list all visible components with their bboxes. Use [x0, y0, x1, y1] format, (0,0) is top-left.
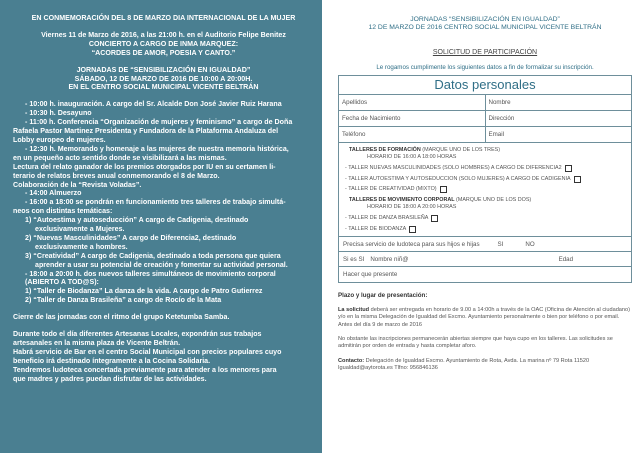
- footer-line: Durante todo el día diferentes Artesanas Locales, expondrán sus trabajos: [13, 330, 262, 339]
- workshop-line: aprender a usar su potencial de creación y fomentar su actividad personal.: [35, 260, 288, 269]
- schedule-line: - 11:00 h. Conferencia “Organización de mujeres y feminismo” a cargo de Doña: [25, 118, 293, 127]
- section-note: (MARQUE UNO DE LOS DOS): [456, 196, 532, 203]
- schedule-line: - 10:00 h. inauguración. A cargo del Sr. Alcalde Don José Javier Ruiz Harana: [25, 100, 282, 109]
- schedule-line: terario de relatos breves anual conmemorando el 8 de Marzo.: [13, 171, 220, 180]
- inscription-title: SOLICITUD DE PARTICIPACIÓN: [432, 48, 538, 56]
- option-label: - TALLER DE DANZA BRASILEÑA: [345, 214, 429, 221]
- schedule-line: Colaboración de la “Revista Voladas”.: [13, 180, 142, 189]
- form-title: Datos personales: [339, 76, 631, 95]
- workshop-option: [343, 176, 627, 184]
- movement-line: (ABIERTO A TOD@S):: [25, 278, 99, 287]
- schedule-line: - 12:30 h. Memorando y homenaje a las mujeres de nuestra memoria histórica,: [25, 144, 289, 153]
- workshop-line: 1) “Autoestima y autoseducción” A cargo de Cadigenia, destinado: [25, 216, 249, 225]
- concert-line: Viernes 11 de Marzo de 2016, a las 21:00 h. en el Auditorio Felipe Benitez: [41, 30, 286, 39]
- schedule-line: neos con distintas temáticas:: [13, 207, 113, 216]
- header-title: JORNADAS “SENSIBILIZACIÓN EN IGUALDAD”: [410, 16, 560, 23]
- workshop-option: [343, 165, 627, 173]
- section-time: HORARIO DE 16:00 A 18:00 HORAS: [367, 154, 457, 161]
- option-label: - TALLER AUTOESTIMA Y AUTOSEDUCCION (SOLO MUJERES) A CARGO DE CADIGENIA: [345, 175, 571, 182]
- child-age-field[interactable]: Edad: [558, 256, 574, 264]
- workshop-line: exclusivamente a hombres.: [35, 242, 128, 251]
- event-line: EN EL CENTRO SOCIAL MUNICIPAL VICENTE BELTRÁN: [68, 83, 259, 92]
- header-subtitle: 12 DE MARZO DE 2016 CENTRO SOCIAL MUNICIPAL VICENTE BELTRÁN: [368, 24, 602, 32]
- checkbox[interactable]: [409, 226, 416, 233]
- contact-bold: Contacto:: [338, 357, 365, 364]
- contact-paragraph: [338, 358, 632, 373]
- concert-line: “ACORDES DE AMOR, POESIA Y CANTO.”: [91, 48, 236, 57]
- schedule-line: - 16:00 a 18:00 se pondrán en funcionamiento tres talleres de trabajo simultá-: [25, 198, 286, 207]
- plazo-paragraph: [338, 307, 632, 329]
- form-row: [339, 127, 631, 143]
- closing-line: Cierre de las jornadas con el ritmo del grupo Ketetumba Samba.: [13, 313, 230, 322]
- apellidos-field[interactable]: Apellidos: [342, 98, 368, 106]
- ludoteca-si[interactable]: SI: [497, 241, 504, 249]
- event-line: JORNADAS DE “SENSIBILIZACIÓN EN IGUALDAD”: [76, 65, 251, 74]
- section-title: TALLERES DE FORMACIÓN: [349, 146, 421, 153]
- movement-line: 2) “Taller de Danza Brasileña” a cargo de Rocío de la Mata: [25, 296, 222, 305]
- schedule-line: Rafaela Pastor Martinez Presidenta y Fundadora de la Plataforma Andaluza del: [13, 127, 279, 136]
- schedule-line: - 10:30 h. Desayuno: [25, 109, 92, 118]
- registration-panel: [322, 0, 640, 453]
- movement-line: 1) “Taller de Biodanza” La danza de la vida. A cargo de Patro Gutierrez: [25, 287, 263, 296]
- ludoteca-no[interactable]: NO: [525, 241, 535, 249]
- nombre-field[interactable]: Nombre: [485, 95, 632, 110]
- checkbox[interactable]: [431, 215, 438, 222]
- footer-line: que madres y padres puedan disfrutar de las actividades.: [13, 374, 207, 383]
- telefono-field[interactable]: Teléfono: [342, 130, 366, 138]
- direccion-field[interactable]: Dirección: [485, 111, 632, 126]
- concert-line: CONCIERTO A CARGO DE INMA MARQUEZ:: [88, 39, 239, 48]
- plazo-bold: La solicitud: [338, 307, 370, 314]
- workshop-line: 3) “Creatividad” A cargo de Cadigenia, destinado a toda persona que quiera: [25, 251, 281, 260]
- presente-row: [339, 267, 631, 282]
- plazo-title: Plazo y lugar de presentación:: [338, 292, 428, 300]
- section-note: (MARQUE UNO DE LOS TRES): [422, 146, 501, 153]
- schedule-line: en un pequeño acto sentido donde se visibilizará a las mismas.: [13, 153, 227, 162]
- checkbox[interactable]: [574, 176, 581, 183]
- workshop-line: exclusivamente a Mujeres.: [35, 225, 125, 234]
- section-title: TALLERES DE MOVIMIENTO CORPORAL: [349, 196, 455, 203]
- presente-field[interactable]: Hacer que presente: [343, 271, 398, 279]
- schedule-line: Lectura del relato ganador de los premios otorgados por IU en su certamen li-: [13, 162, 276, 171]
- workshop-line: 2) “Nuevas Masculinidades” A cargo de Diferencia2, destinado: [25, 233, 237, 242]
- registration-form: [338, 75, 632, 283]
- inscription-subtitle: Le rogamos cumplimente los siguientes datos a fin de formalizar su inscripción.: [376, 63, 594, 71]
- fecha-field[interactable]: Fecha de Nacimiento: [342, 114, 401, 122]
- child-row: [339, 252, 631, 267]
- email-field[interactable]: Email: [485, 127, 632, 142]
- form-row: [339, 95, 631, 111]
- footer-line: beneficio irá destinado íntegramente a la Cocina Solidaria.: [13, 356, 211, 365]
- schedule-line: Lobby europeo de mujeres.: [13, 135, 106, 144]
- workshop-option: [343, 226, 627, 234]
- footer-line: Habrá servicio de Bar en el centro Social Municipal con precios populares cuyo: [13, 347, 282, 356]
- option-label: - TALLER DE BIODANZA: [345, 225, 407, 232]
- option-label: - TALLER DE CREATIVIDAD (MIXTO): [345, 186, 437, 193]
- child-name-field[interactable]: Nombre niñ@: [370, 256, 409, 264]
- event-line: SÁBADO, 12 DE MARZO DE 2016 DE 10:00 A 20:00H.: [74, 74, 253, 83]
- section-time: HORARIO DE 18:00 A 20:00 HORAS: [367, 204, 457, 211]
- form-row: [339, 111, 631, 127]
- headline: EN CONMEMORACIÓN DEL 8 DE MARZO DIA INTERNACIONAL DE LA MUJER: [31, 14, 296, 22]
- contact-text: Delegación de Igualdad Excmo. Ayuntamiento de Rota, Avda. La marina nº 79 Rota 11520: [364, 357, 590, 364]
- plazo-text: deberá ser entregada en horario de 9.00 a 14:00h a través de la OAC (Oficina de Atención al ciudadano) y/o en la misma Delegación de Igualdad del Excmo. Ayuntamiento personalmente o bien por teléfono o por email. Antes del día 9 de marzo de 2016: [338, 307, 630, 328]
- movement-line: - 18:00 a 20:00 h. dos nuevos talleres simultáneos de movimiento corporal: [25, 269, 276, 278]
- workshop-option: [343, 215, 627, 223]
- ludoteca-row: [339, 237, 631, 252]
- checkbox[interactable]: [565, 165, 572, 172]
- schedule-line: - 14:00 Almuerzo: [25, 189, 82, 198]
- option-label: - TALLER NUEVAS MASCULINIDADES (SOLO HOMBRES) A CARGO DE DIFERENCIA2: [345, 165, 562, 171]
- ludoteca-label: Precisa servicio de ludoteca para sus hijos e hijas: [343, 241, 480, 249]
- notice-paragraph: No obstante las inscripciones permanecerán abiertas siempre que haya cupo en los talleres. Las solicitudes se admitirán por orden de entrada y hasta completar aforo.: [338, 336, 613, 350]
- contact-email[interactable]: Igualdad@aytorota.es Tlfno: 956846136: [338, 364, 438, 371]
- footer-line: artesanales en la misma plaza de Vicente Beltrán.: [13, 339, 181, 347]
- si-es-label: Si es SI: [343, 256, 365, 264]
- checkbox[interactable]: [440, 186, 447, 193]
- workshop-option: [343, 186, 627, 194]
- footer-line: Tendremos ludoteca concertada previamente para atender a los menores para: [13, 365, 277, 374]
- talleres-formacion-section: [339, 143, 631, 237]
